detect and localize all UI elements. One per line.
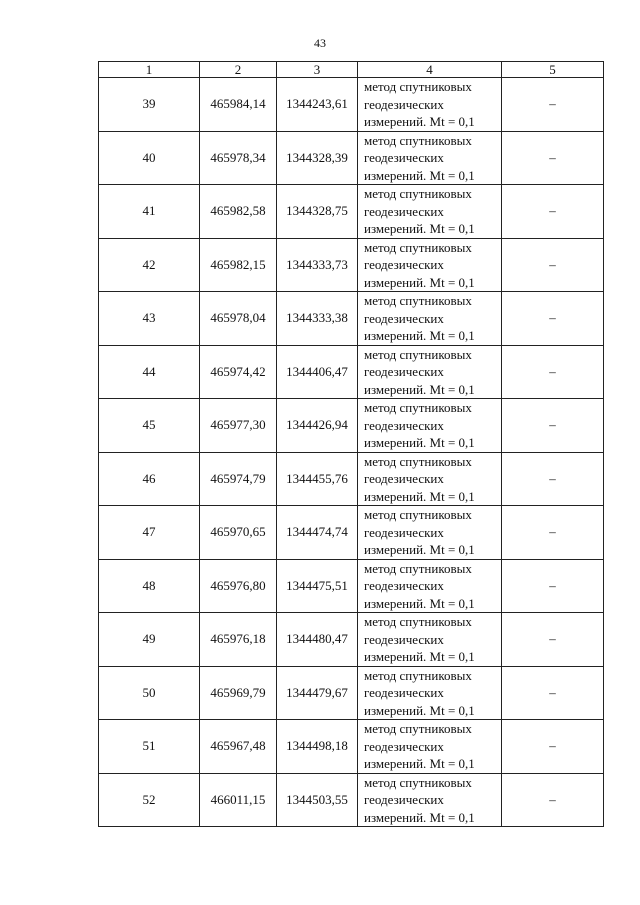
method-line: измерений. Mt = 0,1 [364, 649, 475, 664]
method-line: метод спутниковых [364, 560, 472, 576]
method-line: метод спутниковых [364, 132, 472, 148]
coordinates-table [98, 61, 604, 827]
point-number-cell: 45 [99, 399, 200, 453]
method-cell [358, 506, 502, 560]
header-col-3: 3 [277, 62, 358, 78]
point-number-cell: 43 [99, 292, 200, 346]
method-line: метод спутниковых [364, 667, 472, 683]
method-cell [358, 399, 502, 453]
note-cell: – [502, 185, 604, 239]
method-line: геодезических [364, 738, 444, 754]
method-line: метод спутниковых [364, 239, 472, 255]
table-row [99, 720, 604, 774]
table-row [99, 399, 604, 453]
method-line: метод спутниковых [364, 293, 472, 308]
table-row [99, 345, 604, 399]
point-number-cell: 47 [99, 506, 200, 560]
method-line: измерений. Mt = 0,1 [364, 595, 475, 611]
method-line: геодезических [364, 96, 444, 112]
note-cell: – [502, 613, 604, 667]
table-row [99, 131, 604, 185]
method-line: измерений. Mt = 0,1 [364, 809, 475, 825]
y-coordinate-cell: 1344479,67 [277, 666, 358, 720]
y-coordinate-cell: 1344406,47 [277, 345, 358, 399]
method-line: геодезических [364, 417, 444, 433]
table-row [99, 613, 604, 667]
point-number-cell: 52 [99, 773, 200, 827]
method-line: геодезических [364, 471, 444, 486]
y-coordinate-cell: 1344426,94 [277, 399, 358, 453]
method-cell [358, 773, 502, 827]
header-col-4: 4 [358, 62, 502, 78]
header-col-5: 5 [502, 62, 604, 78]
note-cell: – [502, 720, 604, 774]
method-line: геодезических [364, 524, 444, 540]
note-cell: – [502, 452, 604, 506]
point-number-cell: 39 [99, 78, 200, 132]
x-coordinate-cell: 465984,14 [200, 78, 277, 132]
method-cell [358, 345, 502, 399]
method-line: геодезических [364, 203, 444, 219]
note-cell: – [502, 666, 604, 720]
note-cell: – [502, 292, 604, 346]
method-line: геодезических [364, 578, 444, 593]
point-number-cell: 44 [99, 345, 200, 399]
table-row [99, 559, 604, 613]
header-col-1: 1 [99, 62, 200, 78]
method-cell [358, 666, 502, 720]
method-cell [358, 238, 502, 292]
method-line: геодезических [364, 792, 444, 807]
method-line: измерений. Mt = 0,1 [364, 221, 475, 236]
method-line: измерений. Mt = 0,1 [364, 274, 475, 290]
method-cell [358, 452, 502, 506]
y-coordinate-cell: 1344474,74 [277, 506, 358, 560]
method-line: измерений. Mt = 0,1 [364, 114, 475, 129]
x-coordinate-cell: 465974,79 [200, 452, 277, 506]
y-coordinate-cell: 1344475,51 [277, 559, 358, 613]
table-row [99, 185, 604, 239]
method-cell [358, 720, 502, 774]
header-col-2: 2 [200, 62, 277, 78]
method-line: метод спутниковых [364, 721, 472, 736]
method-line: метод спутниковых [364, 774, 472, 790]
table-row [99, 292, 604, 346]
y-coordinate-cell: 1344333,73 [277, 238, 358, 292]
note-cell: – [502, 559, 604, 613]
method-line: метод спутниковых [364, 79, 472, 94]
y-coordinate-cell: 1344480,47 [277, 613, 358, 667]
point-number-cell: 42 [99, 238, 200, 292]
method-line: метод спутниковых [364, 614, 472, 629]
method-line: метод спутниковых [364, 186, 472, 201]
method-cell [358, 559, 502, 613]
method-line: измерений. Mt = 0,1 [364, 702, 475, 718]
method-line: геодезических [364, 150, 444, 165]
method-line: геодезических [364, 257, 444, 272]
method-line: геодезических [364, 631, 444, 647]
method-line: измерений. Mt = 0,1 [364, 488, 475, 504]
method-line: геодезических [364, 685, 444, 700]
method-line: измерений. Mt = 0,1 [364, 756, 475, 771]
x-coordinate-cell: 465969,79 [200, 666, 277, 720]
x-coordinate-cell: 466011,15 [200, 773, 277, 827]
point-number-cell: 48 [99, 559, 200, 613]
note-cell: – [502, 773, 604, 827]
note-cell: – [502, 238, 604, 292]
x-coordinate-cell: 465976,80 [200, 559, 277, 613]
y-coordinate-cell: 1344328,39 [277, 131, 358, 185]
x-coordinate-cell: 465974,42 [200, 345, 277, 399]
table-row [99, 238, 604, 292]
point-number-cell: 46 [99, 452, 200, 506]
point-number-cell: 41 [99, 185, 200, 239]
y-coordinate-cell: 1344328,75 [277, 185, 358, 239]
x-coordinate-cell: 465978,04 [200, 292, 277, 346]
table-header-row [99, 62, 604, 78]
y-coordinate-cell: 1344455,76 [277, 452, 358, 506]
method-line: метод спутниковых [364, 453, 472, 469]
x-coordinate-cell: 465977,30 [200, 399, 277, 453]
y-coordinate-cell: 1344333,38 [277, 292, 358, 346]
method-cell [358, 613, 502, 667]
point-number-cell: 49 [99, 613, 200, 667]
method-line: геодезических [364, 310, 444, 326]
method-line: метод спутниковых [364, 400, 472, 415]
note-cell: – [502, 506, 604, 560]
method-cell [358, 131, 502, 185]
method-line: измерений. Mt = 0,1 [364, 542, 475, 557]
method-line: метод спутниковых [364, 346, 472, 362]
x-coordinate-cell: 465970,65 [200, 506, 277, 560]
x-coordinate-cell: 465976,18 [200, 613, 277, 667]
point-number-cell: 50 [99, 666, 200, 720]
x-coordinate-cell: 465978,34 [200, 131, 277, 185]
method-line: измерений. Mt = 0,1 [364, 435, 475, 450]
y-coordinate-cell: 1344503,55 [277, 773, 358, 827]
point-number-cell: 40 [99, 131, 200, 185]
point-number-cell: 51 [99, 720, 200, 774]
method-line: измерений. Mt = 0,1 [364, 381, 475, 397]
method-cell [358, 185, 502, 239]
table-body [99, 78, 604, 827]
method-line: измерений. Mt = 0,1 [364, 167, 475, 183]
table-row [99, 773, 604, 827]
method-line: измерений. Mt = 0,1 [364, 328, 475, 343]
method-line: геодезических [364, 364, 444, 379]
table-row [99, 666, 604, 720]
y-coordinate-cell: 1344243,61 [277, 78, 358, 132]
note-cell: – [502, 78, 604, 132]
method-line: метод спутниковых [364, 507, 472, 522]
x-coordinate-cell: 465967,48 [200, 720, 277, 774]
table-row [99, 78, 604, 132]
method-cell [358, 78, 502, 132]
note-cell: – [502, 399, 604, 453]
x-coordinate-cell: 465982,58 [200, 185, 277, 239]
table-row [99, 452, 604, 506]
method-cell [358, 292, 502, 346]
page-number: 43 [314, 36, 326, 50]
note-cell: – [502, 131, 604, 185]
table-row [99, 506, 604, 560]
x-coordinate-cell: 465982,15 [200, 238, 277, 292]
y-coordinate-cell: 1344498,18 [277, 720, 358, 774]
note-cell: – [502, 345, 604, 399]
